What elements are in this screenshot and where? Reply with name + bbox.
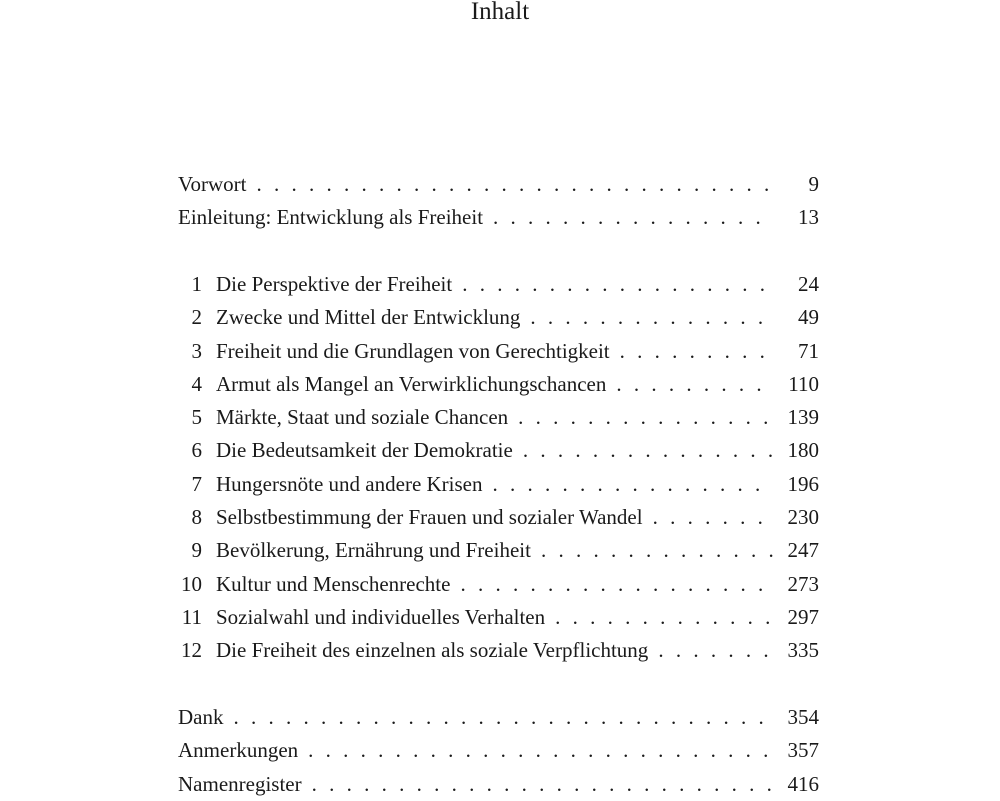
dot-leader	[616, 368, 773, 401]
toc-chapter-2[interactable]	[178, 301, 819, 334]
dot-leader	[462, 268, 773, 301]
toc-entry-page: 354	[773, 701, 819, 734]
toc-chapter-6[interactable]	[178, 434, 819, 467]
dot-leader	[493, 468, 774, 501]
toc-chapter-10[interactable]	[178, 568, 819, 601]
dot-leader	[620, 335, 773, 368]
dot-leader	[523, 434, 773, 467]
chapter-number: 5	[191, 405, 202, 430]
chapter-title: Sozialwahl und individuelles Verhalten	[216, 601, 555, 634]
chapter-title: Armut als Mangel an Verwirklichungschancen	[216, 368, 616, 401]
toc-entry-page: 357	[773, 734, 819, 767]
chapter-number: 6	[191, 438, 202, 463]
dot-leader	[312, 768, 773, 801]
toc-entry-title: Dank	[178, 701, 234, 734]
chapter-number: 9	[191, 538, 202, 563]
chapter-number: 12	[181, 638, 202, 663]
toc-chapters	[178, 268, 819, 668]
toc-entry-vorwort[interactable]	[178, 168, 819, 201]
toc-back-matter	[178, 701, 819, 801]
toc-entry-title: Vorwort	[178, 168, 256, 201]
chapter-title: Die Perspektive der Freiheit	[216, 268, 462, 301]
dot-leader	[555, 601, 773, 634]
dot-leader	[493, 201, 773, 234]
chapter-title: Bevölkerung, Ernährung und Freiheit	[216, 534, 541, 567]
chapter-title: Märkte, Staat und soziale Chancen	[216, 401, 518, 434]
chapter-title: Die Freiheit des einzelnen als soziale Verpflichtung	[216, 634, 658, 667]
toc-chapter-7[interactable]	[178, 468, 819, 501]
toc-chapter-3[interactable]	[178, 335, 819, 368]
chapter-title: Die Bedeutsamkeit der Demokratie	[216, 434, 523, 467]
chapter-page: 110	[773, 368, 819, 401]
chapter-title: Zwecke und Mittel der Entwicklung	[216, 301, 530, 334]
toc-entry-title: Anmerkungen	[178, 734, 308, 767]
toc-entry-dank[interactable]	[178, 701, 819, 734]
dot-leader	[518, 401, 773, 434]
chapter-number: 4	[191, 371, 202, 396]
chapter-page: 230	[773, 501, 819, 534]
chapter-title: Hungersnöte und andere Krisen	[216, 468, 493, 501]
chapter-page: 49	[773, 301, 819, 334]
toc-chapter-12[interactable]	[178, 634, 819, 667]
toc-chapter-4[interactable]	[178, 368, 819, 401]
toc-entry-page: 416	[773, 768, 819, 801]
dot-leader	[658, 634, 773, 667]
chapter-page: 196	[773, 468, 819, 501]
toc-entry-einleitung[interactable]	[178, 201, 819, 234]
dot-leader	[234, 701, 774, 734]
page-title: Inhalt	[470, 0, 530, 25]
toc-front-matter	[178, 168, 819, 235]
chapter-page: 139	[773, 401, 819, 434]
chapter-page: 24	[773, 268, 819, 301]
toc-entry-namenregister[interactable]	[178, 768, 819, 801]
chapter-page: 335	[773, 634, 819, 667]
dot-leader	[541, 534, 773, 567]
chapter-number: 2	[191, 305, 202, 330]
chapter-page: 180	[773, 434, 819, 467]
chapter-page: 297	[773, 601, 819, 634]
toc-chapter-8[interactable]	[178, 501, 819, 534]
toc-entry-page: 9	[773, 168, 819, 201]
chapter-number: 1	[191, 272, 202, 296]
chapter-number: 7	[191, 471, 202, 496]
toc-chapter-11[interactable]	[178, 601, 819, 634]
dot-leader	[653, 501, 773, 534]
chapter-page: 247	[773, 534, 819, 567]
dot-leader	[530, 301, 773, 334]
toc-entry-title: Namenregister	[178, 768, 312, 801]
toc-chapter-5[interactable]	[178, 401, 819, 434]
chapter-number: 3	[191, 338, 202, 363]
toc-entry-page: 13	[773, 201, 819, 234]
chapter-number: 11	[181, 604, 202, 629]
chapter-title: Selbstbestimmung der Frauen und sozialer Wandel	[216, 501, 653, 534]
chapter-title: Kultur und Menschenrechte	[216, 568, 460, 601]
dot-leader	[460, 568, 773, 601]
chapter-title: Freiheit und die Grundlagen von Gerechtigkeit	[216, 335, 620, 368]
toc-chapter-9[interactable]	[178, 534, 819, 567]
dot-leader	[256, 168, 773, 201]
dot-leader	[308, 734, 773, 767]
toc-entry-anmerkungen[interactable]	[178, 734, 819, 767]
chapter-page: 71	[773, 335, 819, 368]
chapter-page: 273	[773, 568, 819, 601]
chapter-number: 10	[181, 571, 202, 596]
toc-chapter-1[interactable]	[178, 268, 819, 301]
chapter-number: 8	[191, 505, 202, 530]
toc-entry-title: Einleitung: Entwicklung als Freiheit	[178, 201, 493, 234]
